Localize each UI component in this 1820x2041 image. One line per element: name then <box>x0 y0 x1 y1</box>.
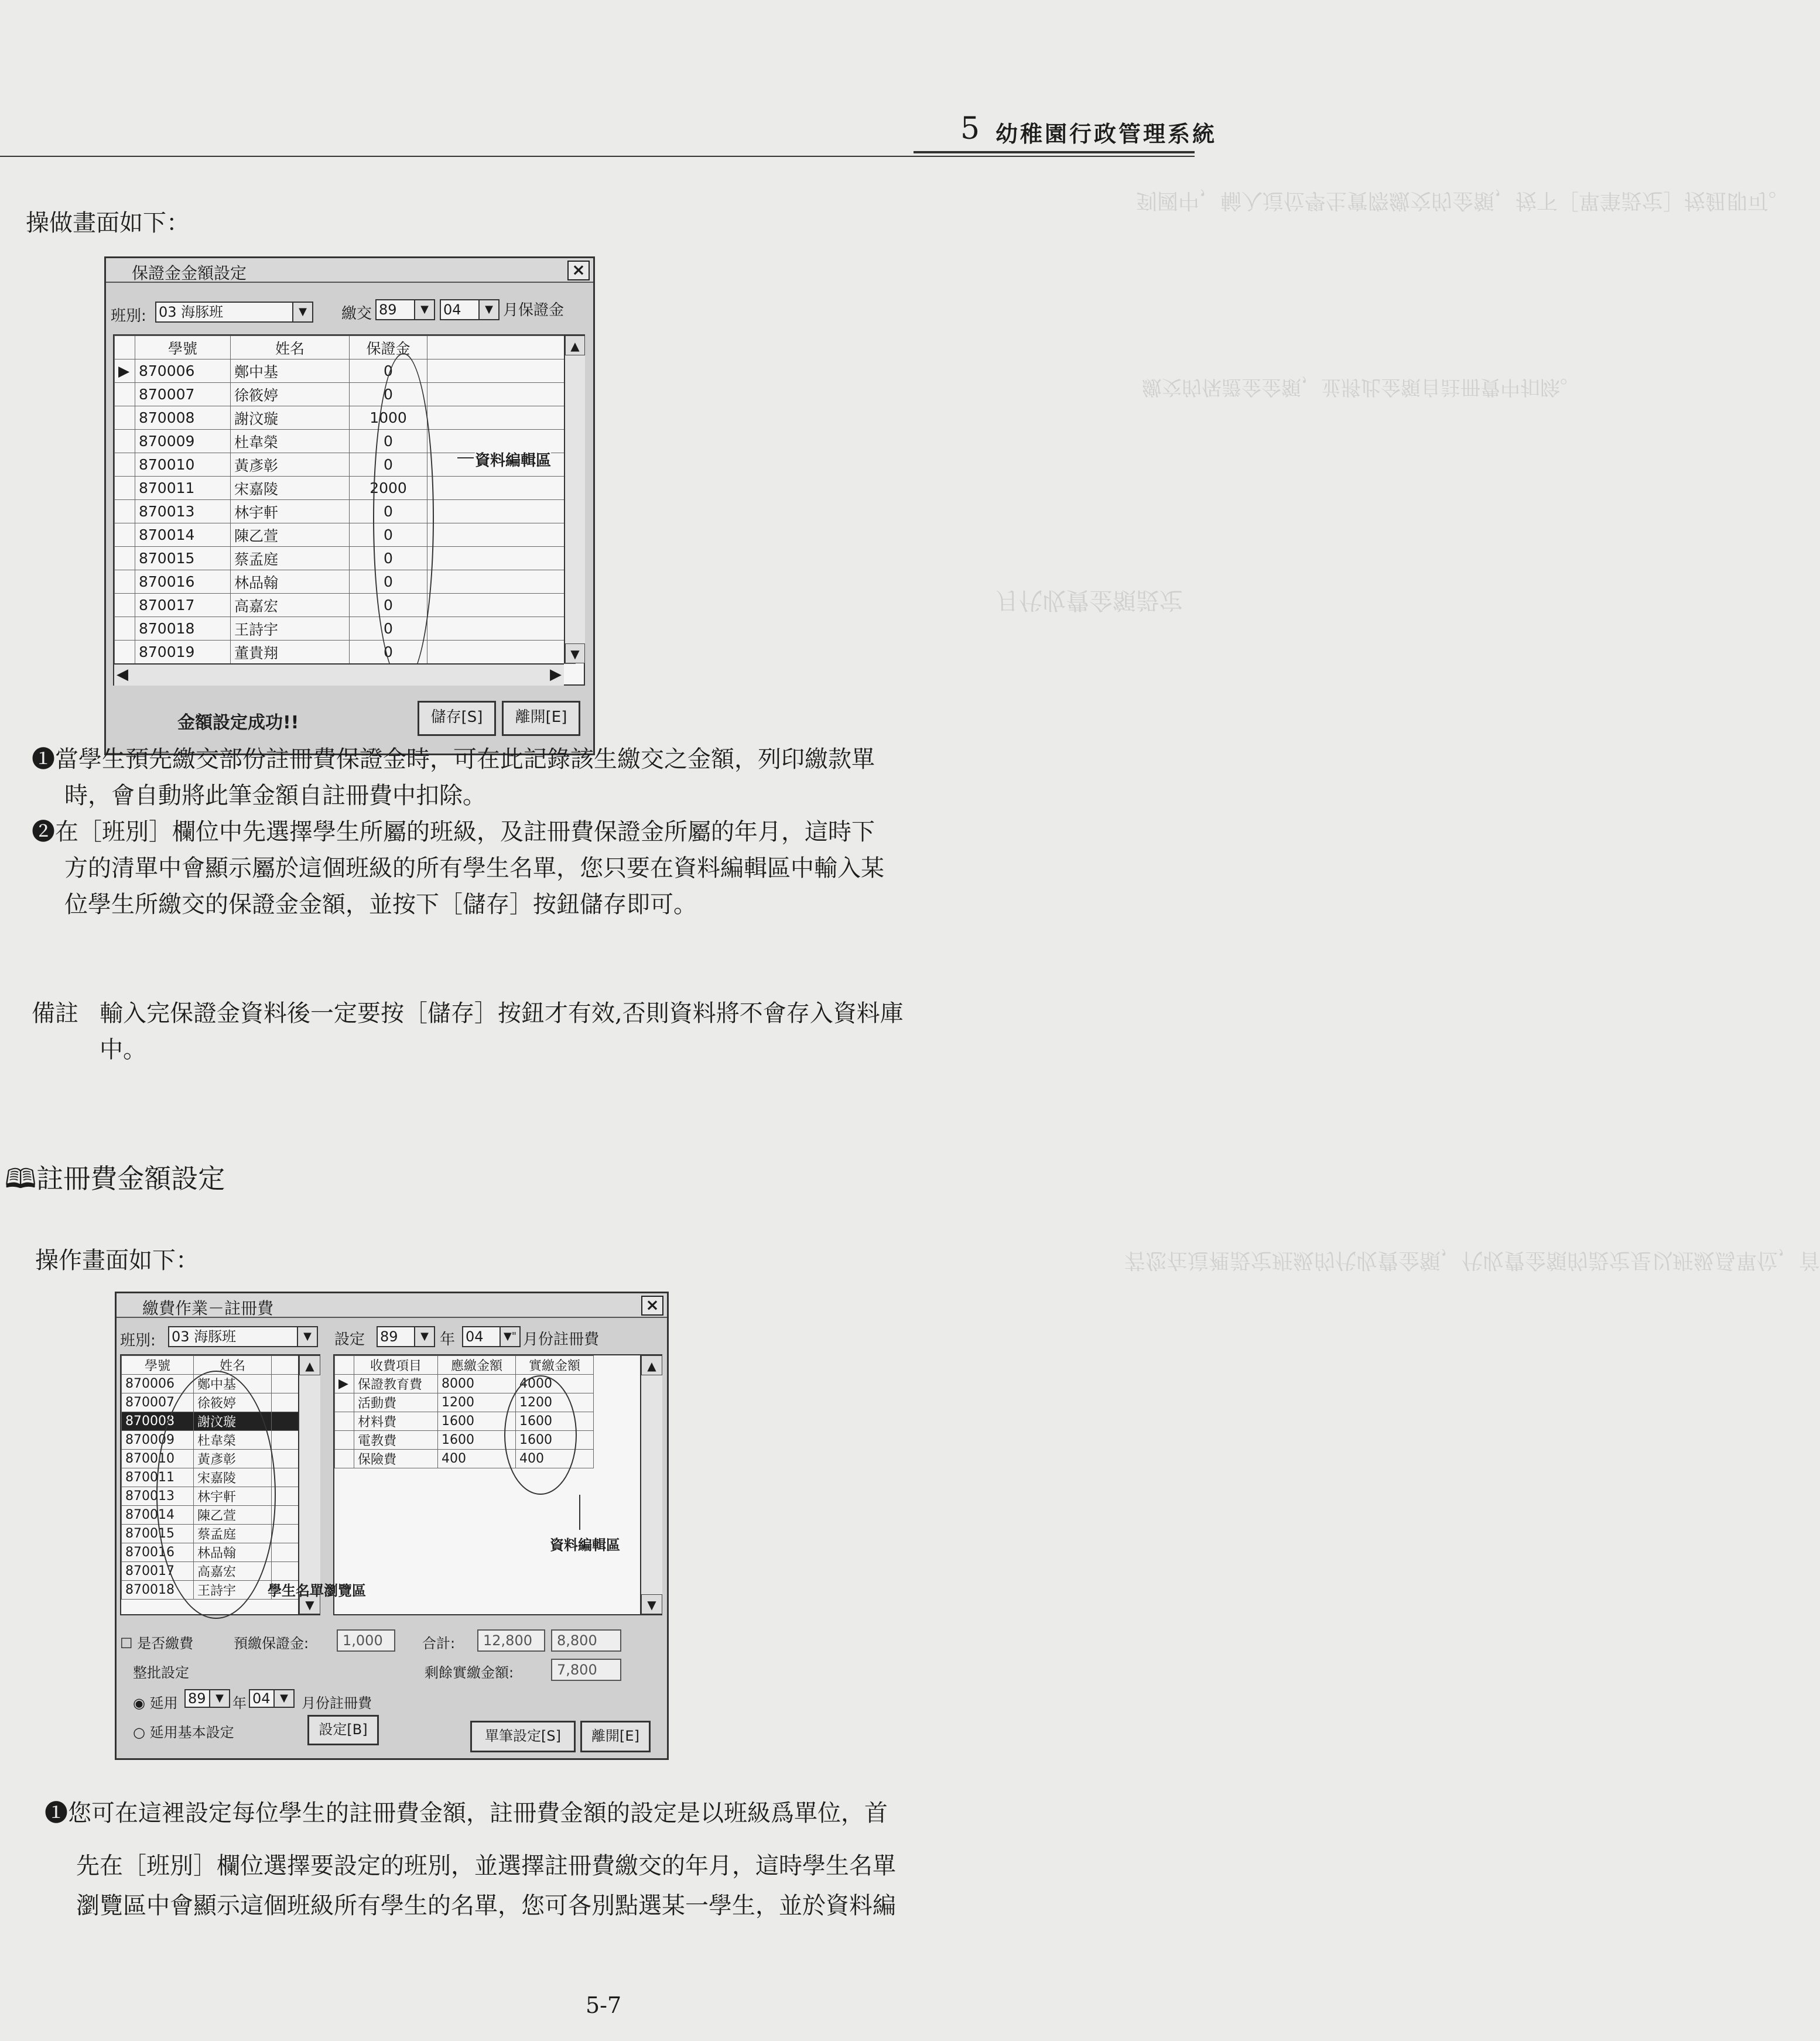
note-text: ❷在［班別］欄位中先選擇學生所屬的班級，及註冊費保證金所屬的年月，這時下 <box>32 819 875 845</box>
student-id-cell: 870008 <box>122 1412 194 1431</box>
due-cell: 1200 <box>438 1393 516 1412</box>
window-title: 保證金金額設定 <box>132 263 247 283</box>
row-selector[interactable]: ▶ <box>115 359 135 383</box>
student-id-cell: 870018 <box>135 617 231 641</box>
column-header: 學號 <box>135 336 231 359</box>
table-header-row <box>115 336 576 359</box>
edit-area-annotation: 資料編輯區 <box>475 448 551 470</box>
month-select[interactable]: 04 ▼" <box>462 1326 521 1347</box>
note-text: ❶當學生預先繳交部份註冊費保證金時，可在此記錄該生繳交之金額，列印繳款單 <box>32 746 875 773</box>
note-text: 方的清單中會顯示屬於這個班級的所有學生名單，您只要在資料編輯區中輸入某 <box>64 855 884 882</box>
column-header: 姓名 <box>231 336 350 359</box>
list-area-annotation: 學生名單瀏覽區 <box>268 1583 366 1599</box>
due-cell: 8000 <box>438 1375 516 1393</box>
header-rule <box>914 151 1195 153</box>
student-id-cell: 870014 <box>135 523 231 547</box>
table-row[interactable] <box>115 617 576 641</box>
name-cell: 陳乙萱 <box>194 1506 272 1525</box>
name-cell: 鄭中基 <box>231 359 350 383</box>
deposit-cell[interactable]: 0 <box>350 453 427 477</box>
list-area-ellipse <box>156 1371 276 1619</box>
name-cell: 徐筱婷 <box>231 383 350 406</box>
row-selector[interactable] <box>335 1393 354 1412</box>
status-message: 金額設定成功!! <box>177 713 299 733</box>
column-header: 實繳金額 <box>516 1356 594 1375</box>
opt-month-select[interactable]: 04 ▼ <box>249 1689 295 1708</box>
year-select[interactable]: 89 ▼ <box>375 299 435 320</box>
scroll-down-icon[interactable]: ▼ <box>565 643 585 663</box>
leave-button[interactable]: 離開[E] <box>502 701 580 736</box>
table-row[interactable] <box>115 570 576 594</box>
row-selector[interactable] <box>335 1450 354 1468</box>
student-id-cell: 870006 <box>135 359 231 383</box>
horizontal-scrollbar[interactable] <box>114 663 564 686</box>
chevron-down-icon: ▼ <box>292 303 312 321</box>
fee-item-cell: 保證教育費 <box>354 1375 438 1393</box>
total-label: 合計: <box>422 1635 456 1652</box>
chevron-down-icon: ▼ <box>209 1690 229 1707</box>
name-cell: 陳乙萱 <box>231 523 350 547</box>
row-selector[interactable] <box>115 641 135 664</box>
bleed-through-text: 繳交的保證金金額，並將此金額自註冊費中扣除。 <box>1142 375 1580 399</box>
student-id-cell: 870013 <box>122 1487 194 1506</box>
fee-item-cell: 活動費 <box>354 1393 438 1412</box>
student-id-cell: 870018 <box>122 1581 194 1600</box>
scroll-up-icon[interactable]: ▲ <box>565 335 585 355</box>
close-button[interactable]: × <box>641 1296 663 1316</box>
deposit-cell[interactable]: 1000 <box>350 406 427 430</box>
setting-label: 設定 <box>334 1331 365 1348</box>
scroll-down-icon[interactable]: ▼ <box>641 1594 662 1614</box>
opt-month-suffix: 月份註冊費 <box>302 1695 372 1711</box>
note-text: ❶您可在這裡設定每位學生的註冊費金額，註冊費金額的設定是以班級爲單位，首 <box>45 1800 888 1827</box>
class-label: 班別: <box>120 1332 156 1350</box>
column-header: 學號 <box>122 1356 194 1375</box>
bleed-through-text: 月代收費金額設定 <box>995 587 1183 614</box>
fee-grid <box>333 1354 662 1615</box>
due-cell: 400 <box>438 1450 516 1468</box>
student-id-cell: 870011 <box>135 477 231 500</box>
chevron-down-icon: ▼" <box>500 1327 519 1346</box>
close-button[interactable]: × <box>567 261 590 280</box>
name-cell: 王詩宇 <box>194 1581 272 1600</box>
name-cell: 林品翰 <box>231 570 350 594</box>
student-id-cell: 870015 <box>122 1525 194 1543</box>
name-cell: 杜韋榮 <box>231 430 350 453</box>
save-button[interactable]: 儲存[S] <box>418 701 496 736</box>
student-id-cell: 870007 <box>135 383 231 406</box>
deposit-cell[interactable]: 0 <box>350 430 427 453</box>
class-select[interactable]: 03 海豚班 ▼ <box>168 1326 318 1347</box>
student-id-cell: 870013 <box>135 500 231 523</box>
student-list-grid <box>120 1354 320 1615</box>
total-due-field[interactable]: 12,800 <box>477 1629 545 1652</box>
deposit-grid <box>113 334 585 686</box>
chevron-down-icon: ▼ <box>478 300 498 319</box>
column-header: 收費項目 <box>354 1356 438 1375</box>
bleed-through-text: 若您在這裡設定班級的代收費金額，代收費金額的設定是以班級爲單位，首 <box>1124 1248 1820 1272</box>
deposit-field[interactable]: 1,000 <box>337 1629 395 1652</box>
due-cell: 1600 <box>438 1412 516 1431</box>
name-cell: 黃彥彰 <box>194 1450 272 1468</box>
annotation-arrow <box>579 1495 580 1530</box>
student-id-cell: 870010 <box>122 1450 194 1468</box>
deposit-cell[interactable]: 2000 <box>350 477 427 500</box>
window-title: 繳費作業－註冊費 <box>142 1299 274 1318</box>
paid-cell[interactable]: 1600 <box>516 1431 594 1450</box>
month-suffix: 月份註冊費 <box>523 1331 600 1348</box>
row-selector[interactable] <box>115 383 135 406</box>
note-text: 時，會自動將此筆金額自註冊費中扣除。 <box>64 782 486 809</box>
table-row[interactable] <box>115 500 576 523</box>
class-label: 班別: <box>111 307 146 325</box>
table-row[interactable] <box>115 594 576 617</box>
remain-label: 剩餘實繳金額: <box>425 1665 514 1681</box>
row-selector[interactable] <box>115 594 135 617</box>
scroll-up-icon[interactable]: ▲ <box>641 1355 662 1375</box>
deposit-cell[interactable]: 0 <box>350 617 427 641</box>
name-cell: 王詩宇 <box>231 617 350 641</box>
deposit-cell[interactable]: 0 <box>350 523 427 547</box>
student-id-cell: 870006 <box>122 1375 194 1393</box>
student-id-cell: 870017 <box>122 1562 194 1581</box>
name-cell: 謝汶璇 <box>231 406 350 430</box>
window-titlebar <box>117 1293 667 1318</box>
row-selector[interactable] <box>335 1412 354 1431</box>
name-cell: 宋嘉陵 <box>194 1468 272 1487</box>
name-cell: 黃彥彰 <box>231 453 350 477</box>
table-row[interactable] <box>115 641 576 664</box>
student-id-cell: 870015 <box>135 547 231 570</box>
row-selector[interactable] <box>335 1431 354 1450</box>
note-text: 瀏覽區中會顯示這個班級所有學生的名單，您可各別點選某一學生，並於資料編 <box>76 1892 896 1919</box>
student-id-cell: 870014 <box>122 1506 194 1525</box>
scroll-down-icon[interactable]: ▼ <box>299 1594 320 1614</box>
deposit-table <box>114 335 576 664</box>
paid-cell[interactable]: 4000 <box>516 1375 594 1393</box>
option-basic-radio[interactable]: ○ 延用基本設定 <box>133 1724 234 1741</box>
annotation-arrow <box>457 457 474 458</box>
table-row[interactable] <box>115 406 576 430</box>
remark-text: 輸入完保證金資料後一定要按［儲存］按鈕才有效,否則資料將不會存入資料庫 <box>100 1000 904 1027</box>
scroll-right-icon[interactable]: ▶ <box>550 666 562 683</box>
total-paid-field[interactable]: 8,800 <box>551 1629 621 1652</box>
student-id-cell: 870009 <box>135 430 231 453</box>
section-heading: 🕮註冊費金額設定 <box>5 1163 225 1194</box>
year-label: 年 <box>440 1331 456 1348</box>
row-selector[interactable] <box>115 570 135 594</box>
column-header: 姓名 <box>194 1356 272 1375</box>
scroll-up-icon[interactable]: ▲ <box>299 1355 320 1375</box>
name-cell: 董貴翔 <box>231 641 350 664</box>
column-header: 保證金 <box>350 336 427 359</box>
row-selector[interactable] <box>115 547 135 570</box>
vertical-scrollbar[interactable] <box>564 335 585 663</box>
table-header-row <box>335 1356 594 1375</box>
deposit-setting-window <box>104 256 595 755</box>
name-cell: 林宇軒 <box>194 1487 272 1506</box>
name-cell: 林品翰 <box>194 1543 272 1562</box>
student-id-cell: 870008 <box>135 406 231 430</box>
paid-cell[interactable]: 1600 <box>516 1412 594 1431</box>
deposit-cell[interactable]: 0 <box>350 547 427 570</box>
paid-cell[interactable]: 1200 <box>516 1393 594 1412</box>
chevron-down-icon: ▼ <box>273 1690 293 1707</box>
name-cell: 高嘉宏 <box>231 594 350 617</box>
name-cell: 徐筱婷 <box>194 1393 272 1412</box>
student-id-cell: 870019 <box>135 641 231 664</box>
vertical-scrollbar[interactable] <box>298 1355 320 1614</box>
set-button[interactable]: 設定[B] <box>307 1715 379 1745</box>
deposit-cell[interactable]: 0 <box>350 570 427 594</box>
chevron-down-icon: ▼ <box>414 1327 434 1346</box>
single-set-button[interactable]: 單筆設定[S] <box>470 1721 576 1752</box>
name-cell: 高嘉宏 <box>194 1562 272 1581</box>
note-text: 先在［班別］欄位選擇要設定的班別，並選擇註冊費繳交的年月，這時學生名單 <box>76 1852 896 1879</box>
deposit-cell[interactable]: 0 <box>350 500 427 523</box>
batch-label: 整批設定 <box>133 1665 189 1681</box>
chapter-number: 5 <box>960 111 980 146</box>
scroll-left-icon[interactable]: ◀ <box>117 666 128 683</box>
vertical-scrollbar[interactable] <box>640 1355 662 1614</box>
name-cell: 林宇軒 <box>231 500 350 523</box>
chevron-down-icon: ▼ <box>414 300 434 319</box>
name-cell: 蔡孟庭 <box>194 1525 272 1543</box>
month-select[interactable]: 04 ▼ <box>440 299 500 320</box>
edit-area-annotation: 資料編輯區 <box>550 1537 620 1553</box>
due-cell: 1600 <box>438 1431 516 1450</box>
deposit-cell[interactable]: 0 <box>350 359 427 383</box>
pay-label: 繳交 <box>341 305 372 323</box>
deposit-cell[interactable]: 0 <box>350 594 427 617</box>
year-select[interactable]: 89 ▼ <box>377 1326 435 1347</box>
registration-fee-window <box>115 1292 669 1760</box>
edit-area-ellipse <box>373 353 434 683</box>
student-id-cell: 870016 <box>122 1543 194 1562</box>
student-id-cell: 870011 <box>122 1468 194 1487</box>
name-cell: 宋嘉陵 <box>231 477 350 500</box>
name-cell: 蔡孟庭 <box>231 547 350 570</box>
remark-label: 備註 <box>32 1000 78 1027</box>
row-selector[interactable] <box>115 406 135 430</box>
column-header: 應繳金額 <box>438 1356 516 1375</box>
bleed-through-text: 到國中，輸入這位學生實際繳交的金額，按下［單筆設定］按鈕即可。 <box>1136 189 1790 213</box>
remain-field[interactable]: 7,800 <box>551 1659 621 1681</box>
option-reuse-radio[interactable]: ◉ 延用 <box>133 1695 178 1711</box>
table-row[interactable] <box>115 383 576 406</box>
row-selector[interactable] <box>115 500 135 523</box>
fee-item-cell: 材料費 <box>354 1412 438 1431</box>
student-id-cell: 870010 <box>135 453 231 477</box>
student-id-cell: 870017 <box>135 594 231 617</box>
row-selector[interactable] <box>115 477 135 500</box>
deposit-cell[interactable]: 0 <box>350 641 427 664</box>
paid-cell[interactable]: 400 <box>516 1450 594 1468</box>
fee-item-cell: 保險費 <box>354 1450 438 1468</box>
page-number: 5-7 <box>586 1992 622 2018</box>
row-selector[interactable]: ▶ <box>335 1375 354 1393</box>
deposit-cell[interactable]: 0 <box>350 383 427 406</box>
name-cell: 杜韋榮 <box>194 1431 272 1450</box>
chevron-down-icon: ▼ <box>297 1327 317 1346</box>
row-selector[interactable] <box>115 523 135 547</box>
table-row[interactable] <box>115 547 576 570</box>
fee-item-cell: 電教費 <box>354 1431 438 1450</box>
chapter-title: 幼稚園行政管理系統 <box>995 121 1217 147</box>
row-selector[interactable] <box>115 617 135 641</box>
name-cell: 謝汶璇 <box>194 1412 272 1431</box>
opt-year-select[interactable]: 89 ▼ <box>184 1689 230 1708</box>
row-selector[interactable] <box>115 430 135 453</box>
leave-button[interactable]: 離開[E] <box>580 1721 651 1752</box>
note-text: 位學生所繳交的保證金金額，並按下［儲存］按鈕儲存即可。 <box>64 891 697 918</box>
student-id-cell: 870016 <box>135 570 231 594</box>
deposit-label: 預繳保證金: <box>234 1635 309 1652</box>
table-row[interactable] <box>115 523 576 547</box>
opt-year-label: 年 <box>232 1695 247 1711</box>
section-intro: 操做畫面如下： <box>26 210 190 237</box>
header-rule-long <box>0 156 1195 157</box>
window-titlebar <box>106 258 593 283</box>
class-select[interactable]: 03 海豚班 ▼ <box>155 302 313 323</box>
edit-area-ellipse <box>504 1375 577 1495</box>
row-selector[interactable] <box>115 453 135 477</box>
remark-text: 中。 <box>100 1036 146 1063</box>
name-cell: 鄭中基 <box>194 1375 272 1393</box>
student-id-cell: 870007 <box>122 1393 194 1412</box>
section-intro: 操作畫面如下： <box>35 1247 199 1274</box>
month-suffix: 月保證金 <box>503 302 565 319</box>
paid-checkbox[interactable]: ☐ 是否繳費 <box>120 1635 194 1652</box>
table-row[interactable] <box>115 359 576 383</box>
student-id-cell: 870009 <box>122 1431 194 1450</box>
table-row[interactable] <box>115 477 576 500</box>
